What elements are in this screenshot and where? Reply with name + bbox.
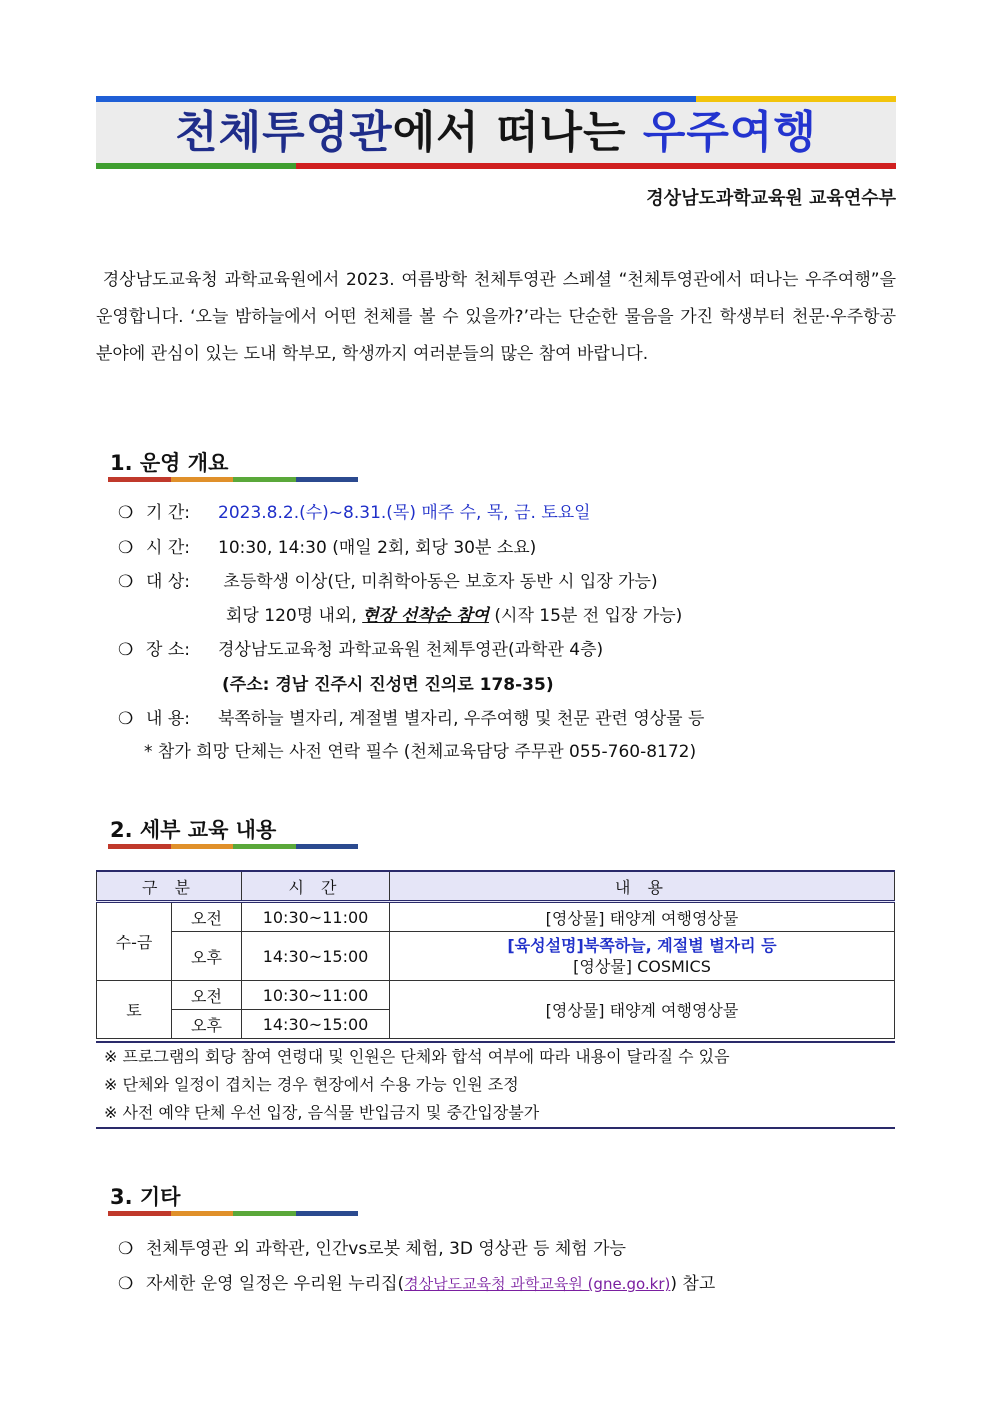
circle-bullet-icon: ❍ bbox=[118, 1274, 134, 1294]
content-label: 내 용: bbox=[146, 709, 190, 729]
circle-bullet-icon: ❍ bbox=[118, 572, 134, 592]
group-contact-note: * 참가 희망 단체는 사전 연락 필수 (천체교육담당 주무관 055-760-8172) bbox=[144, 742, 697, 762]
onsite-first-come-text: 현장 선착순 참여 bbox=[362, 606, 489, 626]
header-category: 구 분 bbox=[97, 871, 242, 902]
section-2-title: 2. 세부 교육 내용 bbox=[110, 818, 277, 842]
content-solar-system: [영상물] 태양계 여행영상물 bbox=[390, 981, 895, 1039]
homepage-link[interactable]: 경상남도교육청 과학교육원 (gne.go.kr) bbox=[404, 1275, 671, 1293]
section-1-title: 1. 운영 개요 bbox=[110, 451, 229, 475]
other-item-2-post: ) 참고 bbox=[670, 1274, 716, 1294]
session-am: 오전 bbox=[172, 902, 242, 932]
section-1-underline bbox=[108, 477, 358, 482]
intro-text: 경상남도교육청 과학교육원에서 2023. 여름방학 천체투영관 스페셜 “천체투영관에서 떠나는 우주여행”을 운영합니다. ‘오늘 밤하늘에서 어떤 천체를 볼 수 있을까?’라는 단순한 물음을 가진 학생부터 천문·우주항공 분야에 관심이 있는 도내 학부모, 학생까지 여러분들의 많은 참여 바랍니다. bbox=[96, 270, 896, 364]
circle-bullet-icon: ❍ bbox=[118, 538, 134, 558]
time-am: 10:30~11:00 bbox=[242, 981, 390, 1010]
note-3: ※ 사전 예약 단체 우선 입장, 음식물 반입금지 및 중간입장불가 bbox=[104, 1103, 540, 1122]
target-label: 대 상: bbox=[146, 572, 190, 592]
target-line2-pre: 회당 120명 내외, bbox=[226, 606, 363, 626]
address: (주소: 경남 진주시 진성면 진의로 178-35) bbox=[222, 675, 554, 695]
period-value: 2023.8.2.(수)~8.31.(목) 매주 수, 목, 금. 토요일 bbox=[218, 503, 591, 523]
circle-bullet-icon: ❍ bbox=[118, 640, 134, 660]
content-guide-cell bbox=[390, 932, 895, 981]
time-am: 10:30~11:00 bbox=[242, 902, 390, 932]
session-am: 오전 bbox=[172, 981, 242, 1010]
other-item-1-text: 천체투영관 외 과학관, 인간vs로봇 체험, 3D 영상관 등 체험 가능 bbox=[146, 1239, 626, 1259]
table-header-row bbox=[97, 871, 895, 902]
content-item bbox=[118, 707, 704, 731]
circle-bullet-icon: ❍ bbox=[118, 503, 134, 523]
place-item bbox=[118, 638, 603, 662]
target-value: 초등학생 이상(단, 미취학아동은 보호자 동반 시 입장 가능) bbox=[223, 572, 658, 592]
time-label: 시 간: bbox=[146, 538, 190, 558]
time-pm: 14:30~15:00 bbox=[242, 932, 390, 981]
title-part-2: 에서 떠나는 bbox=[392, 107, 643, 158]
title-banner-bottom-stripe bbox=[96, 163, 896, 169]
period-label: 기 간: bbox=[146, 503, 190, 523]
note-2: ※ 단체와 일정이 겹치는 경우 현장에서 수용 가능 인원 조정 bbox=[104, 1075, 519, 1094]
circle-bullet-icon: ❍ bbox=[118, 709, 134, 729]
title-part-1: 천체투영관 bbox=[175, 107, 393, 158]
other-item-1 bbox=[118, 1237, 626, 1261]
header-content: 내 용 bbox=[390, 871, 895, 902]
circle-bullet-icon: ❍ bbox=[118, 1239, 134, 1259]
other-item-2-pre: 자세한 운영 일정은 우리원 누리집( bbox=[146, 1274, 405, 1294]
section-2-underline bbox=[108, 844, 358, 849]
section-3-underline bbox=[108, 1211, 358, 1216]
intro-paragraph bbox=[96, 262, 896, 373]
target-line-2 bbox=[226, 604, 682, 628]
target-line2-post: (시작 15분 전 입장 가능) bbox=[488, 606, 683, 626]
place-value: 경상남도교육청 과학교육원 천체투영관(과학관 4층) bbox=[218, 640, 604, 660]
page-title bbox=[96, 102, 896, 163]
time-value: 10:30, 14:30 (매일 2회, 회당 30분 소요) bbox=[218, 538, 537, 558]
other-item-2 bbox=[118, 1272, 715, 1296]
content-solar-system: [영상물] 태양계 여행영상물 bbox=[390, 902, 895, 932]
schedule-table bbox=[96, 870, 895, 1039]
day-sat: 토 bbox=[97, 981, 172, 1039]
header-time: 시 간 bbox=[242, 871, 390, 902]
time-pm: 14:30~15:00 bbox=[242, 1010, 390, 1039]
session-pm: 오후 bbox=[172, 932, 242, 981]
content-cosmics: [영상물] COSMICS bbox=[573, 957, 711, 976]
day-wed-fri: 수-금 bbox=[97, 902, 172, 981]
table-notes bbox=[96, 1041, 895, 1129]
target-item bbox=[118, 570, 658, 594]
place-label: 장 소: bbox=[146, 640, 190, 660]
note-1: ※ 프로그램의 회당 참여 연령대 및 인원은 단체와 합석 여부에 따라 내용이 달라질 수 있음 bbox=[104, 1047, 730, 1066]
table-row bbox=[97, 932, 895, 981]
table-row bbox=[97, 981, 895, 1010]
session-pm: 오후 bbox=[172, 1010, 242, 1039]
title-part-3: 우주여행 bbox=[642, 107, 817, 158]
content-guide: [육성설명]북쪽하늘, 계절별 별자리 등 bbox=[507, 936, 777, 955]
period-item bbox=[118, 501, 591, 525]
time-item bbox=[118, 536, 536, 560]
table-row bbox=[97, 902, 895, 932]
content-value: 북쪽하늘 별자리, 계절별 별자리, 우주여행 및 천문 관련 영상물 등 bbox=[218, 709, 705, 729]
section-3-title: 3. 기타 bbox=[110, 1185, 181, 1209]
organization-name: 경상남도과학교육원 교육연수부 bbox=[646, 188, 896, 209]
